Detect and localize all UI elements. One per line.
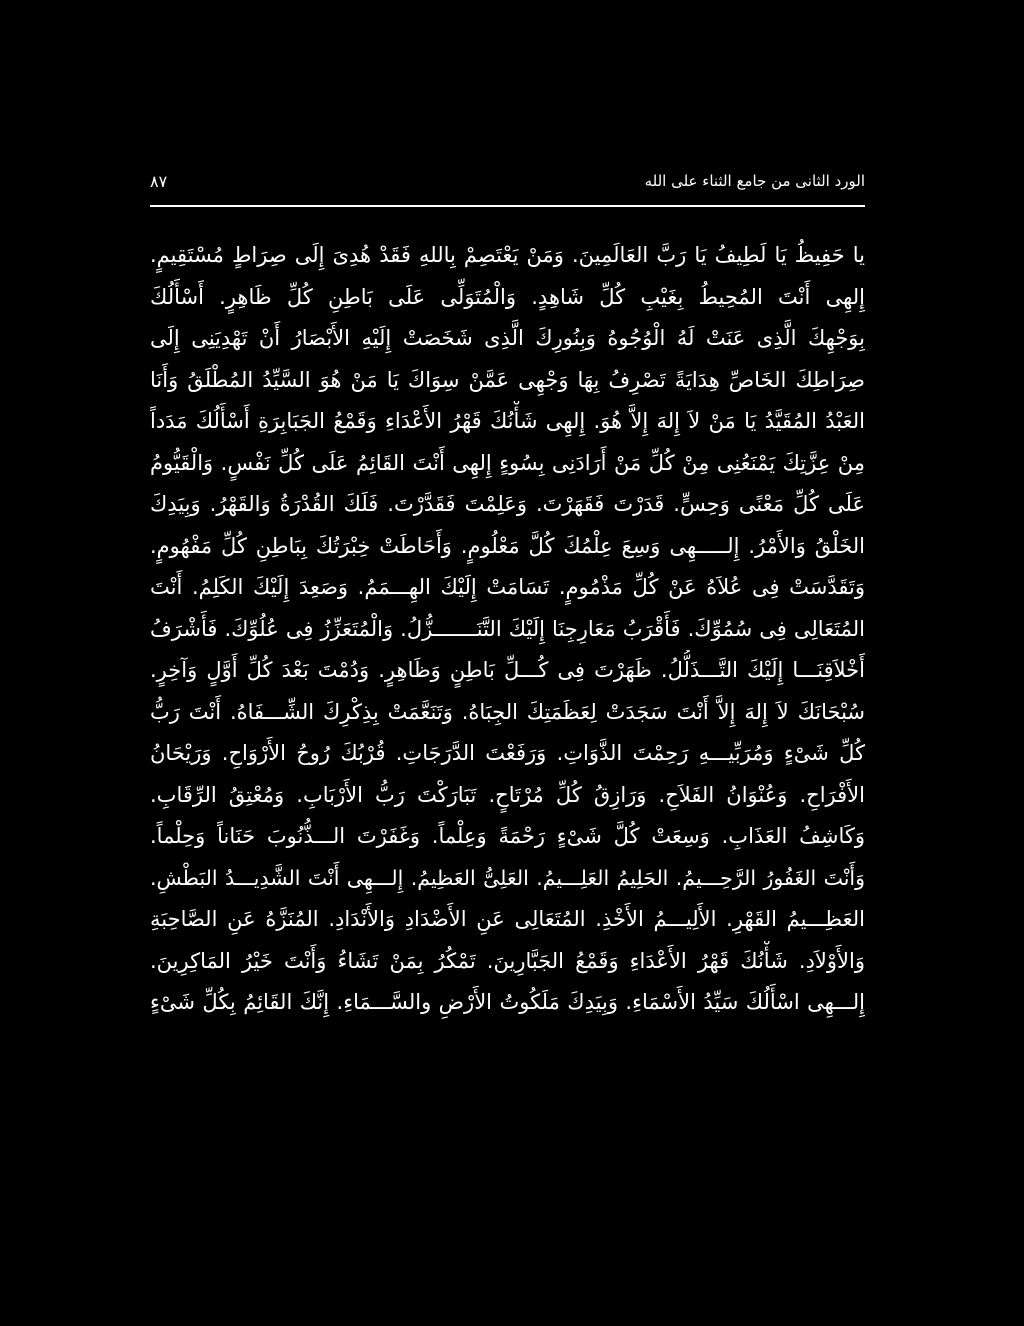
book-page	[150, 170, 865, 1170]
text-line: سُبْحَانَكَ لاَ إِلهَ إِلاَّ أَنْتَ سَجَدَتْ لِعَظَمَتِكَ الجِبَاهُ. وَتَنَعَّمَتْ بِذِكْرِكَ الشِّـــفَاهُ. أَنْتَ رَبُّ	[150, 699, 865, 724]
text-line: إِلهِى أَنْتَ المُحِيطُ بِغَيْبِ كُلِّ شَاهِدٍ. وَالْمُتَوَلِّى عَلَى بَاطِنِ كُلِّ ظَاهِرٍ. أَسْأَلُكَ	[150, 284, 865, 309]
text-line: يا حَفِيظُ يَا لَطِيفُ يَا رَبَّ العَالَمِينَ. وَمَنْ يَعْتَصِمْ بِاللهِ فَقَدْ هُدِىَ إِلَى صِرَاطٍ مُسْتَقِيمٍ.	[150, 243, 865, 267]
text-line: كُلِّ شَىْءٍ وَمُرَبِّيـــهِ رَحِمْتَ الذَّوَاتِ. وَرَفَعْتَ الدَّرَجَاتِ. قُرْبُكَ رُوحُ الأَرْوَاحِ. وَرَيْحَانُ	[150, 741, 865, 765]
page-header	[150, 170, 865, 200]
text-line: المُتَعَالِى فِى سُمُوِّكَ. فَأَقْرَبُ مَعَارِجِنَا إِلَيْكَ التَّنَـــــــزُّلُ. وَالْمُتَعَزِّزُ فِى عُلُوِّكَ. فَأَشْرَفُ	[150, 616, 865, 641]
text-line: بِوَجْهِكَ الَّذِى عَنَتْ لَهُ الْوُجُوهُ وَبِنُورِكَ الَّذِى شَخَصَتْ إِلَيْهِ الأَبْصَارُ أَنْ تَهْدِيَنِى إِلَى	[150, 326, 865, 350]
running-title: الورد الثانى من جامع الثناء على الله	[644, 172, 865, 190]
text-line: وَتَقَدَّسَتْ فِى عُلاَهُ عَنْ كُلِّ مَذْمُومٍ. تَسَامَتْ إِلَيْكَ الهِـــمَمُ. وَصَعِدَ إِلَيْكَ الكَلِمُ. أَنْتَ	[150, 575, 865, 599]
text-line: وَالأَوْلاَدِ. شَأْنُكَ قَهْرُ الأَعْدَاءِ وَقَمْعُ الجَبَّارِينَ. تَمْكُرُ بِمَنْ تَشَاءُ وَأَنْتَ خَيْرُ المَاكِرِينَ.	[150, 948, 865, 973]
text-line: أَخْلاَقِنَـــا إِلَيْكَ التَّـــذَلُّلُ. ظَهَرْتَ فِى كُـــلِّ بَاطِنٍ وَظَاهِرٍ. وَدُمْتَ بَعْدَ كُلِّ أَوَّلٍ وَآخِرٍ.	[150, 658, 865, 682]
body-text	[150, 235, 865, 1024]
page-number: ٨٧	[150, 172, 168, 191]
text-line: العَظِـــيمُ القَهْرِ. الأَلِيـــمُ الأَخْذِ. المُتَعَالِى عَنِ الأَضْدَادِ وَالأَنْدَادِ. المُنَزَّهُ عَنِ الصَّاحِبَةِ	[150, 907, 865, 931]
text-line: إِلـــهِى اسْأَلُكَ سَيِّدُ الأَسْمَاءِ. وَبِيَدِكَ مَلَكُوتُ الأَرْضِ والسَّـــمَاءِ. إِنَّكَ القَائِمُ بِكُلِّ شَىْءٍ	[150, 990, 865, 1014]
text-line: وَأَنْتَ الغَفُورُ الرَّحِـــيمُ. الحَلِيمُ العَلِـــيمُ. العَلِىُّ العَظِيمُ. إِلـــهِى أَنْتَ الشَّدِيـــدُ البَطْشِ.	[150, 865, 865, 890]
text-line: العَبْدُ المُقَيَّدُ يَا مَنْ لاَ إِلهَ إِلاَّ هُوَ. إِلهِى شَأْنُكَ قَهْرُ الأَعْدَاءِ وَقَمْعُ الجَبَابِرَةِ أَسْأَلُكَ مَدَداً	[150, 409, 865, 433]
text-line: عَلَى كُلِّ مَعْنًى وَحِسٍّ. قَدَرْتَ فَقَهَرْتَ. وَعَلِمْتَ فَقَدَّرْتَ. فَلَكَ القُدْرَةُ وَالقَهْرُ. وَبِيَدِكَ	[150, 492, 865, 516]
header-rule	[150, 205, 865, 207]
text-line: الخَلْقُ وَالأَمْرُ. إِلـــــهِى وَسِعَ عِلْمُكَ كُلَّ مَعْلُومٍ. وَأَحَاطَتْ خِبْرَتُكَ بِبَاطِنِ كُلِّ مَفْهُومٍ.	[150, 533, 865, 558]
text-line: مِنْ عِزَّتِكَ يَمْنَعُنِى مِنْ كُلِّ مَنْ أَرَادَنِى بِسُوءٍ إِلهِى أَنْتَ القَائِمُ عَلَى كُلِّ نَفْسٍ. وَالْقَيُّومُ	[150, 450, 865, 475]
text-line: وَكَاشِفُ العَذَابِ. وَسِعَتْ كُلَّ شَىْءٍ رَحْمَةً وَعِلْماً. وَغَفَرْتَ الـــذُّنُوبَ حَنَاناً وَحِلْماً.	[150, 824, 865, 848]
text-line: صِرَاطِكَ الخَاصِّ هِدَايَةً تَصْرِفُ بِهَا وَجْهِى عَمَّنْ سِوَاكَ يَا مَنْ هُوَ السَّيِّدُ المُطْلَقُ وَأَنَا	[150, 367, 865, 392]
text-line: الأَفْرَاحِ. وَعُنْوَانُ الفَلاَحِ. وَرَازِقُ كُلِّ مُرْتَاحٍ. تَبَارَكْتَ رَبُّ الأَرْبَابِ. وَمُعْتِقُ الرِّقَابِ.	[150, 782, 865, 807]
